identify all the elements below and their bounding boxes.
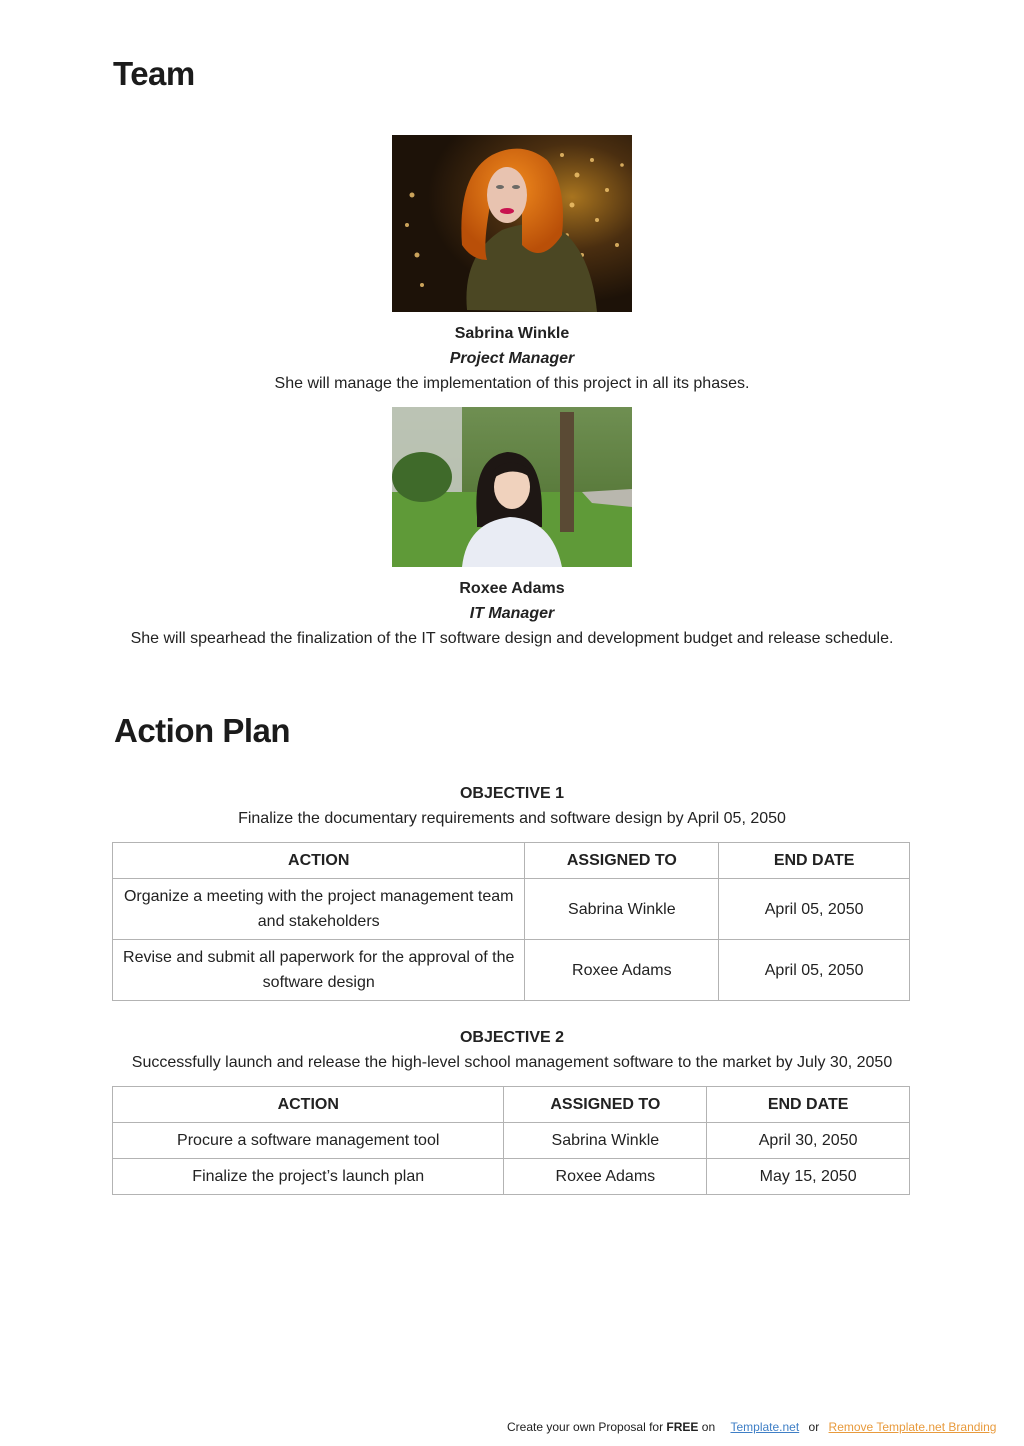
action-plan-heading: Action Plan — [114, 712, 291, 749]
table-row — [113, 940, 910, 1001]
column-header-assigned-to: ASSIGNED TO — [504, 1087, 707, 1123]
remove-branding-link[interactable]: Remove Template.net Branding — [828, 1420, 997, 1434]
end-date-cell: April 05, 2050 — [719, 879, 910, 940]
footer-or: or — [808, 1420, 820, 1434]
action-cell: Revise and submit all paperwork for the approval of the software design — [113, 940, 525, 1001]
team-heading: Team — [113, 55, 195, 92]
table-row — [113, 1159, 910, 1195]
table-row — [113, 879, 910, 940]
portrait-photo-icon — [392, 407, 632, 567]
action-cell: Organize a meeting with the project management team and stakeholders — [113, 879, 525, 940]
column-header-action: ACTION — [113, 1087, 504, 1123]
table-header-row — [113, 843, 910, 879]
member-name: Sabrina Winkle — [454, 325, 570, 342]
member-name: Roxee Adams — [459, 580, 565, 597]
objective-1-table — [112, 842, 910, 1001]
column-header-action: ACTION — [113, 843, 525, 879]
footer-free: FREE — [666, 1420, 699, 1434]
table-row — [113, 1123, 910, 1159]
table-header-row — [113, 1087, 910, 1123]
column-header-assigned-to: ASSIGNED TO — [525, 843, 719, 879]
member-role: Project Manager — [449, 350, 575, 367]
end-date-cell: May 15, 2050 — [707, 1159, 910, 1195]
portrait-photo-icon — [392, 135, 632, 312]
column-header-end-date: END DATE — [719, 843, 910, 879]
roxee-adams-photo — [392, 407, 632, 567]
objective-title: OBJECTIVE 1 — [459, 785, 565, 802]
objective-description: Successfully launch and release the high-level school management software to the market by July 30, 2050 — [131, 1054, 893, 1071]
assigned-to-cell: Roxee Adams — [504, 1159, 707, 1195]
assigned-to-cell: Sabrina Winkle — [504, 1123, 707, 1159]
objective-title: OBJECTIVE 2 — [459, 1029, 565, 1046]
objective-description: Finalize the documentary requirements and software design by April 05, 2050 — [238, 810, 786, 827]
footer-on: on — [698, 1420, 716, 1434]
column-header-end-date: END DATE — [707, 1087, 910, 1123]
branding-footer — [507, 1420, 996, 1434]
member-description: She will manage the implementation of this project in all its phases. — [274, 375, 750, 392]
footer-prefix: Create your own Proposal for — [507, 1420, 667, 1434]
member-description: She will spearhead the finalization of the IT software design and development budget and release schedule. — [130, 630, 894, 647]
assigned-to-cell: Sabrina Winkle — [525, 879, 719, 940]
assigned-to-cell: Roxee Adams — [525, 940, 719, 1001]
action-cell: Finalize the project’s launch plan — [113, 1159, 504, 1195]
action-cell: Procure a software management tool — [113, 1123, 504, 1159]
end-date-cell: April 30, 2050 — [707, 1123, 910, 1159]
sabrina-winkle-photo — [392, 135, 632, 312]
objective-2-table — [112, 1086, 910, 1195]
member-role: IT Manager — [469, 605, 555, 622]
end-date-cell: April 05, 2050 — [719, 940, 910, 1001]
template-net-link[interactable]: Template.net — [730, 1420, 800, 1434]
